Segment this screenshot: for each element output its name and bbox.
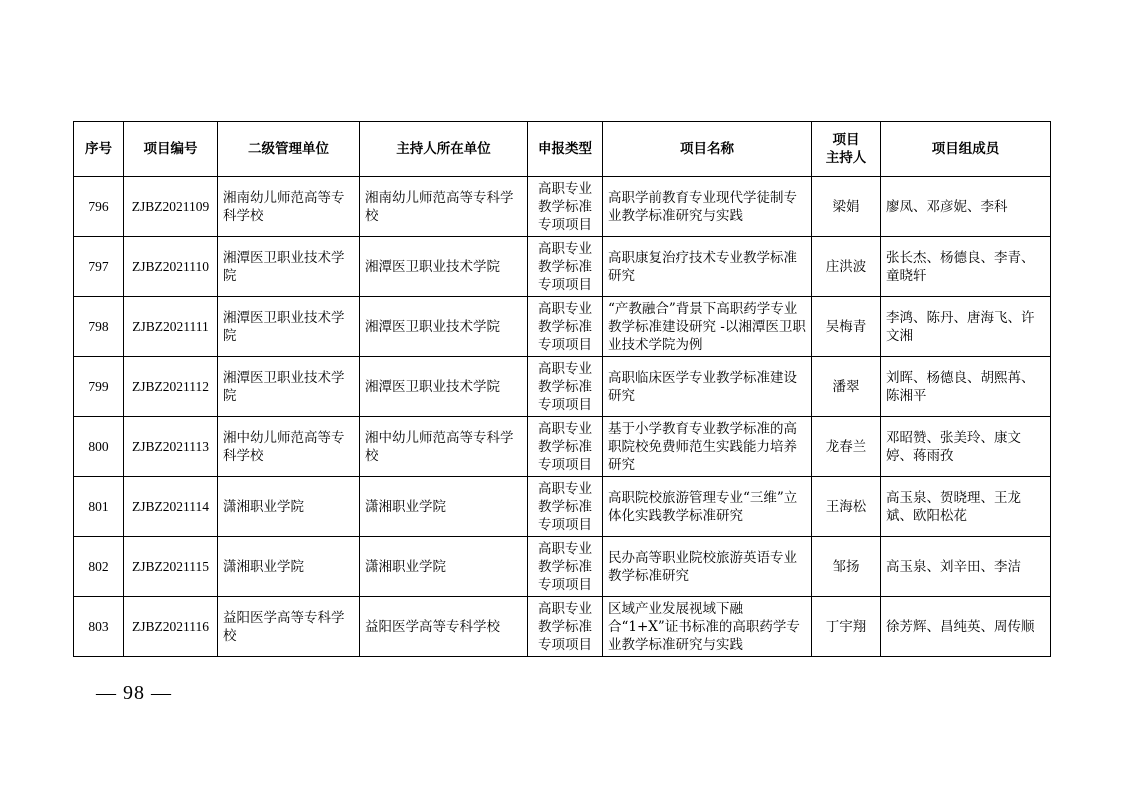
cell-host-unit: 湘潭医卫职业技术学院 <box>360 357 528 417</box>
cell-leader: 龙春兰 <box>812 417 881 477</box>
cell-index: 802 <box>74 537 124 597</box>
cell-leader: 庄洪波 <box>812 237 881 297</box>
table-row <box>74 597 1051 657</box>
cell-code: ZJBZ2021115 <box>124 537 218 597</box>
cell-leader: 梁娟 <box>812 177 881 237</box>
header-type: 申报类型 <box>528 122 603 177</box>
cell-code: ZJBZ2021112 <box>124 357 218 417</box>
cell-members: 刘晖、杨德良、胡熙苒、陈湘平 <box>881 357 1051 417</box>
cell-index: 800 <box>74 417 124 477</box>
cell-index: 803 <box>74 597 124 657</box>
cell-code: ZJBZ2021116 <box>124 597 218 657</box>
cell-type: 高职专业教学标准专项项目 <box>528 357 603 417</box>
cell-unit: 湘南幼儿师范高等专科学校 <box>218 177 360 237</box>
cell-index: 799 <box>74 357 124 417</box>
header-row <box>74 122 1051 177</box>
cell-host-unit: 益阳医学高等专科学校 <box>360 597 528 657</box>
cell-host-unit: 湘中幼儿师范高等专科学校 <box>360 417 528 477</box>
cell-name: 高职院校旅游管理专业“三维”立体化实践教学标准研究 <box>603 477 812 537</box>
cell-members: 徐芳辉、昌纯英、周传顺 <box>881 597 1051 657</box>
cell-unit: 益阳医学高等专科学校 <box>218 597 360 657</box>
header-members: 项目组成员 <box>881 122 1051 177</box>
cell-leader: 潘翠 <box>812 357 881 417</box>
table-row <box>74 297 1051 357</box>
cell-type: 高职专业教学标准专项项目 <box>528 477 603 537</box>
cell-type: 高职专业教学标准专项项目 <box>528 537 603 597</box>
cell-name: 高职学前教育专业现代学徒制专业教学标准研究与实践 <box>603 177 812 237</box>
cell-members: 廖凤、邓彦妮、李科 <box>881 177 1051 237</box>
cell-name: 基于小学教育专业教学标准的高职院校免费师范生实践能力培养研究 <box>603 417 812 477</box>
cell-name: “产教融合”背景下高职药学专业教学标准建设研究 -以湘潭医卫职业技术学院为例 <box>603 297 812 357</box>
cell-members: 高玉泉、贺晓理、王龙斌、欧阳松花 <box>881 477 1051 537</box>
header-index: 序号 <box>74 122 124 177</box>
table-row <box>74 237 1051 297</box>
cell-type: 高职专业教学标准专项项目 <box>528 297 603 357</box>
cell-code: ZJBZ2021110 <box>124 237 218 297</box>
cell-index: 801 <box>74 477 124 537</box>
cell-index: 797 <box>74 237 124 297</box>
cell-code: ZJBZ2021109 <box>124 177 218 237</box>
cell-members: 高玉泉、刘辛田、李洁 <box>881 537 1051 597</box>
cell-code: ZJBZ2021111 <box>124 297 218 357</box>
header-host-unit: 主持人所在单位 <box>360 122 528 177</box>
header-unit: 二级管理单位 <box>218 122 360 177</box>
cell-leader: 吴梅青 <box>812 297 881 357</box>
cell-type: 高职专业教学标准专项项目 <box>528 177 603 237</box>
cell-unit: 湘潭医卫职业技术学院 <box>218 357 360 417</box>
cell-type: 高职专业教学标准专项项目 <box>528 597 603 657</box>
cell-type: 高职专业教学标准专项项目 <box>528 237 603 297</box>
cell-host-unit: 潇湘职业学院 <box>360 537 528 597</box>
cell-leader: 王海松 <box>812 477 881 537</box>
cell-index: 798 <box>74 297 124 357</box>
cell-host-unit: 湘潭医卫职业技术学院 <box>360 297 528 357</box>
cell-name: 区域产业发展视域下融合“1+X”证书标准的高职药学专业教学标准研究与实践 <box>603 597 812 657</box>
cell-unit: 湘潭医卫职业技术学院 <box>218 237 360 297</box>
cell-leader: 邹扬 <box>812 537 881 597</box>
cell-host-unit: 湘潭医卫职业技术学院 <box>360 237 528 297</box>
project-table <box>73 121 1051 657</box>
table-row <box>74 417 1051 477</box>
cell-unit: 潇湘职业学院 <box>218 537 360 597</box>
table-row <box>74 177 1051 237</box>
cell-leader: 丁宇翔 <box>812 597 881 657</box>
header-leader-line1: 项目 <box>832 132 860 148</box>
table-row <box>74 477 1051 537</box>
cell-unit: 湘潭医卫职业技术学院 <box>218 297 360 357</box>
table-row <box>74 357 1051 417</box>
cell-members: 邓昭赞、张美玲、康文婷、蒋雨孜 <box>881 417 1051 477</box>
cell-host-unit: 湘南幼儿师范高等专科学校 <box>360 177 528 237</box>
cell-code: ZJBZ2021114 <box>124 477 218 537</box>
cell-code: ZJBZ2021113 <box>124 417 218 477</box>
cell-host-unit: 潇湘职业学院 <box>360 477 528 537</box>
cell-unit: 潇湘职业学院 <box>218 477 360 537</box>
page-number: — 98 — <box>96 682 172 704</box>
cell-index: 796 <box>74 177 124 237</box>
cell-name: 民办高等职业院校旅游英语专业教学标准研究 <box>603 537 812 597</box>
cell-unit: 湘中幼儿师范高等专科学校 <box>218 417 360 477</box>
cell-name: 高职康复治疗技术专业教学标准研究 <box>603 237 812 297</box>
header-leader <box>812 122 881 177</box>
cell-members: 李鸿、陈丹、唐海飞、许文湘 <box>881 297 1051 357</box>
header-leader-line2: 主持人 <box>825 150 867 166</box>
cell-type: 高职专业教学标准专项项目 <box>528 417 603 477</box>
cell-name: 高职临床医学专业教学标准建设研究 <box>603 357 812 417</box>
header-code: 项目编号 <box>124 122 218 177</box>
cell-members: 张长杰、杨德良、李青、童晓轩 <box>881 237 1051 297</box>
header-name: 项目名称 <box>603 122 812 177</box>
table-row <box>74 537 1051 597</box>
